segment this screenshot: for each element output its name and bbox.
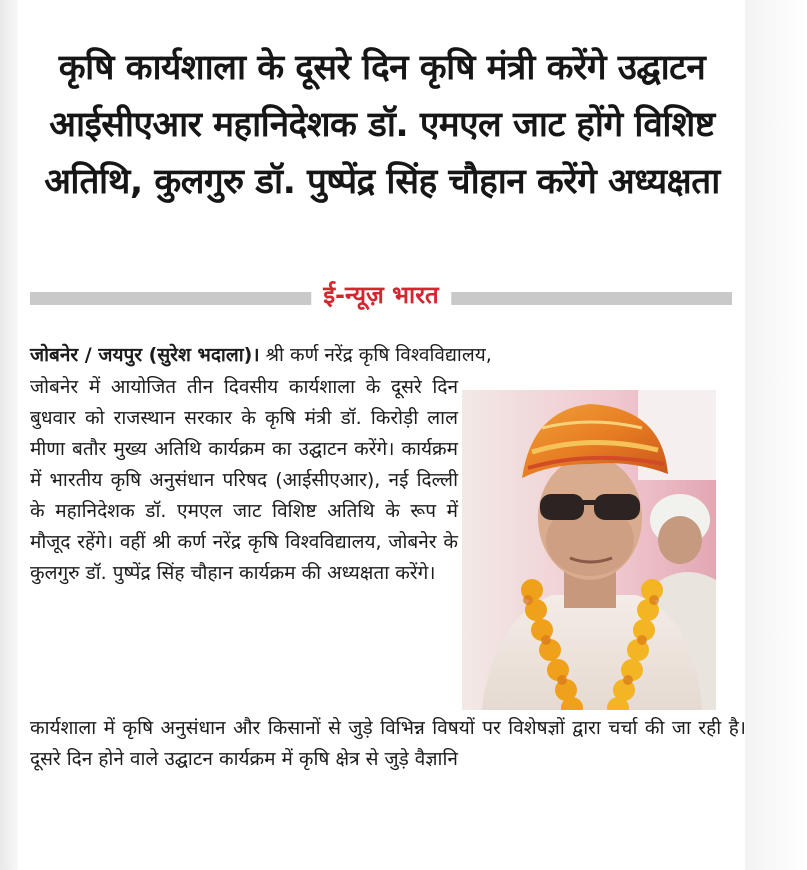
headline: कृषि कार्यशाला के दूसरे दिन कृषि मंत्री करेंगे उद्घाटन आईसीएआर महानिदेशक डॉ. एमएल जाट होंगे विशिष्ट अतिथि, कुलगुरु डॉ. पुष्पेंद्र सिंह चौहान करेंगे अध्यक्षता (44, 48, 720, 202)
body-column-left: जोबनेर में आयोजित तीन दिवसीय कार्यशाला के दूसरे दिन बुधवार को राजस्थान सरकार के कृषि मंत्री डॉ. किरोड़ी लाल मीणा बतौर मुख्य अतिथि कार्यक्रम का उद्घाटन करेंगे। कार्यक्रम में भारतीय कृषि अनुसंधान परिषद (आईसीएआर), नई दिल्ली के महानिदेशक डॉ. एमएल जाट विशिष्ट अतिथि के रूप में मौजूद रहेंगे। वहीं श्री कर्ण नरेंद्र कृषि विश्वविद्यालय, जोबनेर के कुलगुरु डॉ. पुष्पेंद्र सिंह चौहान कार्यक्रम की अध्यक्षता करेंगे। (30, 376, 458, 584)
dateline-text: श्री कर्ण नरेंद्र कृषि विश्वविद्यालय, (259, 344, 492, 366)
page-right-edge (745, 0, 807, 870)
news-clipping (18, 0, 745, 870)
dateline-paragraph (30, 340, 746, 371)
page-left-edge (0, 0, 18, 870)
source-label: ई-न्यूज़ भारत (311, 278, 451, 312)
body-paragraph-full: कार्यशाला में कृषि अनुसंधान और किसानों से जुड़े विभिन्न विषयों पर विशेषज्ञों द्वारा चर्चा की जा रही है। दूसरे दिन होने वाले उद्घाटन कार्यक्रम में कृषि क्षेत्र से जुड़े वैज्ञानि (30, 717, 746, 770)
source-rule (30, 281, 732, 309)
dateline-place: जोबनेर / जयपुर (सुरेश भदाला)। (30, 344, 260, 366)
news-photo (462, 390, 716, 710)
